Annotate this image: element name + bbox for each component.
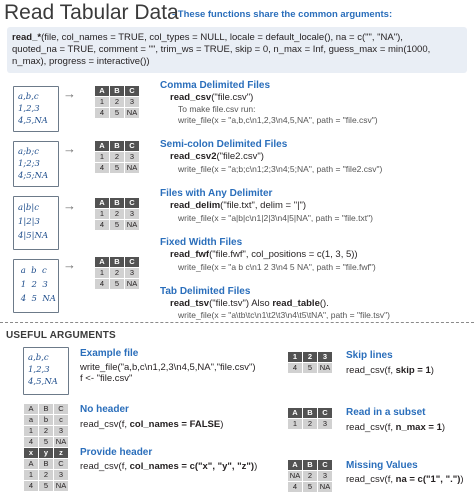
- table-cell: 2: [39, 470, 54, 481]
- argument-highlight: n_max = 1: [395, 422, 442, 433]
- file-contents: a;b;c 1;2;3 4;5;NA: [18, 147, 49, 181]
- table-header-cell: B: [303, 460, 318, 471]
- file-icon: [13, 196, 59, 250]
- code-line: f <- "file.csv": [80, 373, 133, 384]
- signature-line-3: n_max), progress = interactive()): [12, 56, 150, 67]
- function-name: read_fwf: [170, 249, 210, 260]
- note-line: To make file.csv run:: [178, 104, 256, 114]
- code-suffix: ): [460, 474, 464, 485]
- table-header-cell: x: [24, 448, 39, 459]
- table-cell: 4: [95, 108, 110, 119]
- table-cell: 5: [110, 220, 125, 231]
- table-cell: 1: [95, 268, 110, 279]
- section-title: Comma Delimited Files: [160, 80, 271, 91]
- result-table: [23, 447, 69, 492]
- function-name: read_csv: [170, 92, 212, 103]
- table-cell: 3: [125, 268, 140, 279]
- table-header-cell: B: [110, 257, 125, 268]
- table-header-cell: A: [288, 460, 303, 471]
- result-table: [94, 256, 140, 290]
- table-header-cell: A: [288, 408, 303, 419]
- table-cell: 3: [318, 419, 333, 430]
- signature-line-1: (file, col_names = TRUE, col_types = NULL, locale = default_locale(), na = c("", "NA"),: [41, 32, 403, 43]
- argument-title: Missing Values: [346, 460, 418, 471]
- arrow-right-icon: →: [63, 86, 76, 101]
- result-table: [287, 351, 333, 374]
- table-header-cell: C: [125, 257, 140, 268]
- code-suffix: ): [220, 419, 224, 430]
- code-prefix: read_csv(f,: [346, 422, 396, 433]
- function-args: ("file.tsv") Also: [209, 298, 273, 309]
- result-table: [23, 403, 69, 448]
- table-header-cell: B: [110, 198, 125, 209]
- table-cell: 5: [303, 482, 318, 493]
- argument-highlight: na = c("1", "."): [395, 474, 461, 485]
- argument-title: Example file: [80, 348, 139, 359]
- table-header-cell: B: [110, 86, 125, 97]
- table-cell: NA: [54, 481, 69, 492]
- code-suffix: ): [441, 422, 446, 433]
- code-prefix: read_csv(f,: [80, 419, 130, 430]
- table-header-cell: C: [125, 198, 140, 209]
- table-cell: 5: [39, 437, 54, 448]
- table-header-cell: y: [39, 448, 54, 459]
- table-cell: 2: [110, 152, 125, 163]
- table-cell: 1: [95, 209, 110, 220]
- table-cell: 2: [39, 426, 54, 437]
- table-cell: 1: [95, 152, 110, 163]
- function-args: ("file.csv"): [211, 92, 254, 103]
- table-cell: 1: [24, 426, 39, 437]
- write-file-example: write_file(x = "a|b|c\n1|2|3\n4|5|NA", path = "file.txt"): [178, 213, 373, 223]
- function-args: ("file.txt", delim = "|"): [220, 200, 307, 211]
- function-name: read_csv2: [170, 151, 217, 162]
- code-prefix: read_csv(f,: [346, 365, 396, 376]
- arrow-right-icon: →: [63, 141, 76, 156]
- table-header-cell: C: [318, 460, 333, 471]
- code-line: [170, 200, 306, 211]
- table-cell: 2: [110, 97, 125, 108]
- table-cell: B: [39, 404, 54, 415]
- argument-title: Skip lines: [346, 350, 393, 361]
- table-cell: NA: [125, 163, 140, 174]
- page-title: Read Tabular Data: [4, 1, 179, 24]
- code-line: [170, 151, 264, 162]
- code-line: [346, 474, 464, 485]
- argument-highlight: col_names = FALSE: [129, 419, 221, 430]
- result-table: [287, 459, 333, 493]
- function-args: ().: [319, 298, 329, 309]
- arrow-right-icon: →: [63, 198, 76, 213]
- table-cell: 1: [288, 419, 303, 430]
- table-cell: 4: [24, 437, 39, 448]
- result-table: [94, 197, 140, 231]
- result-table: [94, 140, 140, 174]
- table-cell: 4: [95, 163, 110, 174]
- section-title: Fixed Width Files: [160, 237, 243, 248]
- code-line: [80, 461, 257, 472]
- table-cell: A: [24, 459, 39, 470]
- function-args: ("file2.csv"): [216, 151, 264, 162]
- argument-title: Read in a subset: [346, 407, 426, 418]
- common-arguments-box: [7, 27, 467, 73]
- table-cell: NA: [125, 108, 140, 119]
- file-icon: [13, 86, 59, 132]
- table-cell: c: [54, 415, 69, 426]
- table-cell: 2: [110, 209, 125, 220]
- table-header-cell: C: [318, 408, 333, 419]
- table-header-cell: B: [303, 408, 318, 419]
- section-divider: [0, 322, 474, 323]
- code-prefix: read_csv(f,: [80, 461, 130, 472]
- code-line: write_file("a,b,c\n1,2,3\n4,5,NA","file.csv"): [80, 362, 256, 373]
- table-cell: 5: [39, 481, 54, 492]
- table-cell: 5: [110, 163, 125, 174]
- table-header-cell: 3: [318, 352, 333, 363]
- code-line: [346, 365, 434, 376]
- arrow-right-icon: →: [63, 257, 76, 272]
- table-cell: NA: [125, 279, 140, 290]
- file-icon: [13, 259, 59, 313]
- signature-function-name: read_*: [12, 32, 42, 43]
- code-suffix: ): [254, 461, 258, 472]
- result-table: [94, 85, 140, 119]
- argument-highlight: skip = 1: [395, 365, 431, 376]
- table-cell: 4: [95, 279, 110, 290]
- table-cell: 5: [110, 279, 125, 290]
- table-cell: 1: [24, 470, 39, 481]
- argument-title: Provide header: [80, 447, 153, 458]
- code-suffix: ): [430, 365, 434, 376]
- table-cell: a: [24, 415, 39, 426]
- file-contents: a,b,c 1,2,3 4,5,NA: [28, 353, 58, 387]
- table-cell: b: [39, 415, 54, 426]
- table-cell: 3: [318, 471, 333, 482]
- table-cell: 2: [110, 268, 125, 279]
- table-cell: 5: [110, 108, 125, 119]
- table-header-cell: 1: [288, 352, 303, 363]
- section-title: Tab Delimited Files: [160, 286, 251, 297]
- table-cell: 2: [303, 419, 318, 430]
- write-file-example: write_file(x = "a b c\n1 2 3\n4 5 NA", path = "file.fwf"): [178, 262, 376, 272]
- argument-title: No header: [80, 404, 129, 415]
- table-cell: 4: [288, 482, 303, 493]
- header: [0, 0, 474, 26]
- section-title: Semi-colon Delimited Files: [160, 139, 288, 150]
- table-cell: 4: [288, 363, 303, 374]
- table-cell: B: [39, 459, 54, 470]
- code-prefix: read_csv(f,: [346, 474, 396, 485]
- table-cell: NA: [288, 471, 303, 482]
- page-subtitle: - These functions share the common arguments:: [172, 9, 393, 20]
- function-args: ("file.fwf", col_positions = c(1, 3, 5)): [209, 249, 358, 260]
- file-contents: a b c 1 2 3 4 5 NA: [20, 266, 56, 304]
- table-cell: 1: [95, 97, 110, 108]
- function-name: read_tsv: [170, 298, 210, 309]
- code-line: [170, 249, 358, 260]
- table-cell: C: [54, 459, 69, 470]
- table-cell: NA: [318, 482, 333, 493]
- write-file-example: write_file(x = "a,b,c\n1,2,3\n4,5,NA", path = "file.csv"): [178, 115, 378, 125]
- table-cell: 3: [125, 97, 140, 108]
- code-line: [80, 419, 223, 430]
- argument-highlight: col_names = c("x", "y", "z"): [129, 461, 255, 472]
- write-file-example: write_file(x = "a;b;c\n1;2;3\n4;5;NA", path = "file2.csv"): [178, 164, 383, 174]
- table-cell: 3: [54, 470, 69, 481]
- table-header-cell: A: [95, 257, 110, 268]
- write-file-example: write_file(x = "a\tb\tc\n1\t2\t3\n4\t5\tNA", path = "file.tsv"): [178, 310, 390, 320]
- table-cell: 4: [95, 220, 110, 231]
- code-line: [346, 422, 445, 433]
- table-cell: NA: [318, 363, 333, 374]
- table-header-cell: B: [110, 141, 125, 152]
- file-contents: a|b|c 1|2|3 4|5|NA: [18, 203, 49, 241]
- section-title: Files with Any Delimiter: [160, 188, 273, 199]
- table-cell: NA: [125, 220, 140, 231]
- table-cell: C: [54, 404, 69, 415]
- table-cell: 3: [125, 209, 140, 220]
- table-header-cell: 2: [303, 352, 318, 363]
- function-signature: [12, 32, 464, 68]
- signature-line-2: quoted_na = TRUE, comment = "", trim_ws = TRUE, skip = 0, n_max = Inf, guess_max = min(1000,: [12, 44, 431, 55]
- table-cell: 3: [125, 152, 140, 163]
- useful-arguments-heading: USEFUL ARGUMENTS: [6, 330, 116, 341]
- table-header-cell: A: [95, 141, 110, 152]
- table-cell: 5: [303, 363, 318, 374]
- result-table: [287, 407, 333, 430]
- code-line: [170, 92, 253, 103]
- table-header-cell: A: [95, 86, 110, 97]
- table-cell: 2: [303, 471, 318, 482]
- table-header-cell: C: [125, 86, 140, 97]
- file-icon: [23, 347, 69, 395]
- file-icon: [13, 141, 59, 187]
- function-name: read_table: [272, 298, 320, 309]
- table-cell: 3: [54, 426, 69, 437]
- file-contents: a,b,c 1,2,3 4,5,NA: [18, 92, 48, 126]
- table-header-cell: z: [54, 448, 69, 459]
- table-cell: 4: [24, 481, 39, 492]
- table-header-cell: A: [95, 198, 110, 209]
- table-cell: NA: [54, 437, 69, 448]
- table-cell: A: [24, 404, 39, 415]
- function-name: read_delim: [170, 200, 221, 211]
- code-line: [170, 298, 329, 309]
- table-header-cell: C: [125, 141, 140, 152]
